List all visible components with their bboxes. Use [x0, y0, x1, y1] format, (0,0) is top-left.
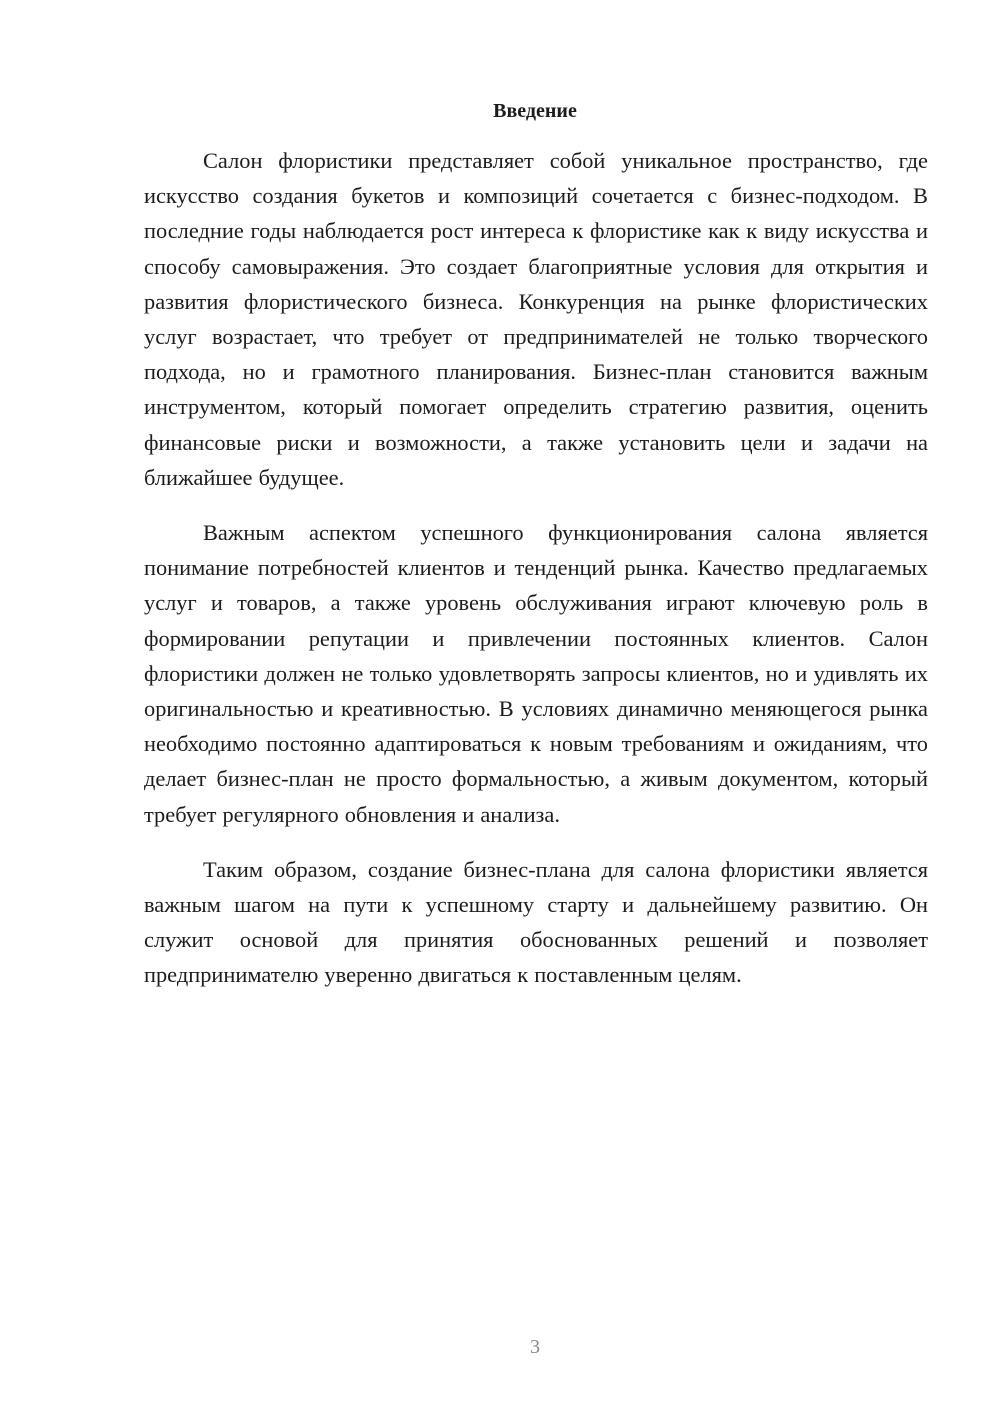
paragraph-1: Салон флористики представляет собой уникальное пространство, где искусство создания букетов и композиций сочетается с бизнес-подходом. В последние годы наблюдается рост интереса к флористике как к виду искусства и способу самовыражения. Это создает благоприятные условия для открытия и развития флористического бизнеса. Конкуренция на рынке флористических услуг возрастает, что требует от предпринимателей не только творческого подхода, но и грамотного планирования. Бизнес-план становится важным инструментом, который помогает определить стратегию развития, оценить финансовые риски и возможности, а также установить цели и задачи на ближайшее будущее. [144, 148, 928, 490]
paragraph-3: Таким образом, создание бизнес-плана для салона флористики является важным шагом на пути к успешному старту и дальнейшему развитию. Он служит основой для принятия обоснованных решений и позволяет предпринимателю уверенно двигаться к поставленным целям. [144, 856, 928, 988]
body-text [144, 143, 928, 993]
section-heading: Введение [493, 100, 577, 122]
page-number: 3 [530, 1336, 540, 1358]
paragraph-2: Важным аспектом успешного функционирования салона является понимание потребностей клиентов и тенденций рынка. Качество предлагаемых услуг и товаров, а также уровень обслуживания играют ключевую роль в формировании репутации и привлечении постоянных клиентов. Салон флористики должен не только удовлетворять запросы клиентов, но и удивлять их оригинальностью и креативностью. В условиях динамично меняющегося рынка необходимо постоянно адаптироваться к новым требованиям и ожиданиям, что делает бизнес-план не просто формальностью, а живым документом, который требует регулярного обновления и анализа. [144, 520, 928, 827]
